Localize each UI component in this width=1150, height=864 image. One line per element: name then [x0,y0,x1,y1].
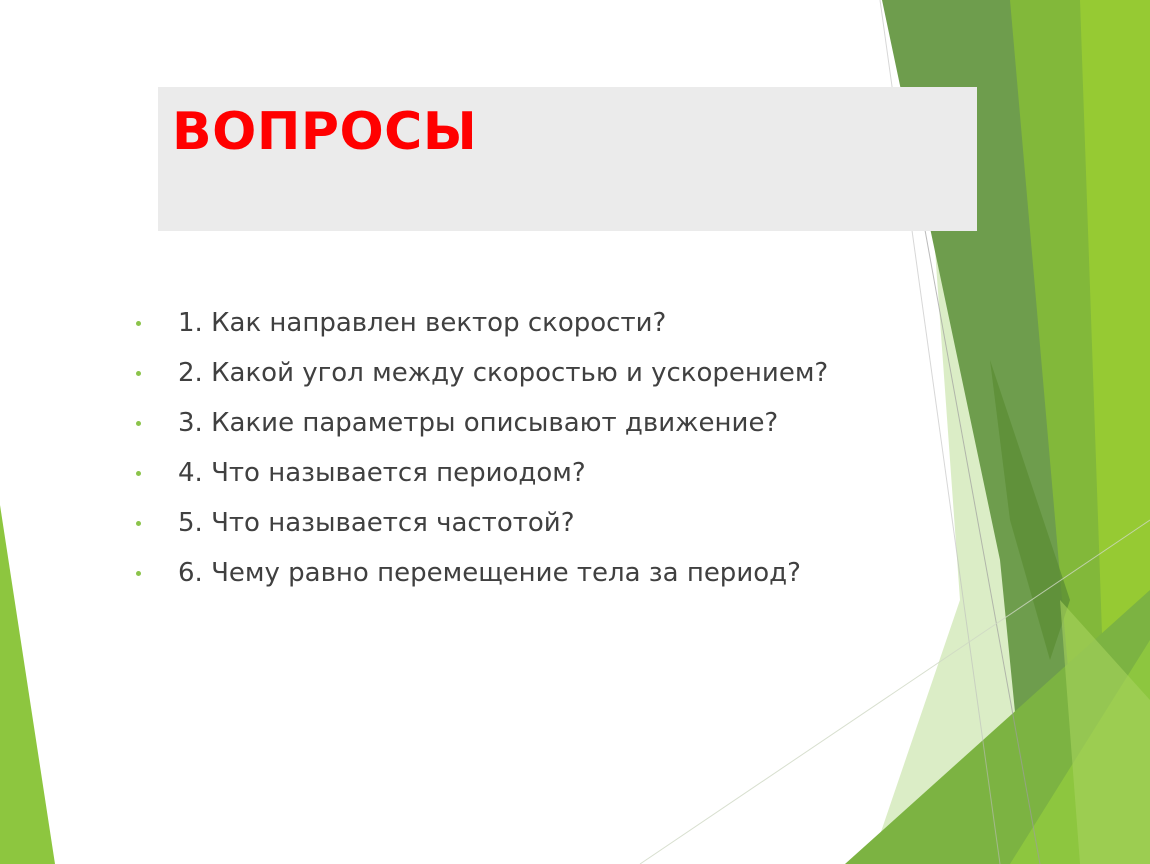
question-text: 6. Чему равно перемещение тела за период? [178,558,801,588]
list-item [130,350,890,400]
left-green-stripe [0,505,55,864]
question-text: 2. Какой угол между скоростью и ускорением? [178,358,829,388]
list-item [130,550,890,600]
slide-title: ВОПРОСЫ [172,102,478,162]
list-item [130,300,890,350]
title-box [158,87,977,231]
list-item [130,400,890,450]
bullet-icon [136,321,141,326]
bullet-icon [136,371,141,376]
question-text: 1. Как направлен вектор скорости? [178,308,667,338]
question-text: 5. Что называется частотой? [178,508,575,538]
question-list [130,300,890,600]
bullet-icon [136,471,141,476]
list-item [130,500,890,550]
question-text: 3. Какие параметры описывают движение? [178,408,779,438]
list-item [130,450,890,500]
question-text: 4. Что называется периодом? [178,458,586,488]
bullet-icon [136,571,141,576]
bullet-icon [136,421,141,426]
bullet-icon [136,521,141,526]
